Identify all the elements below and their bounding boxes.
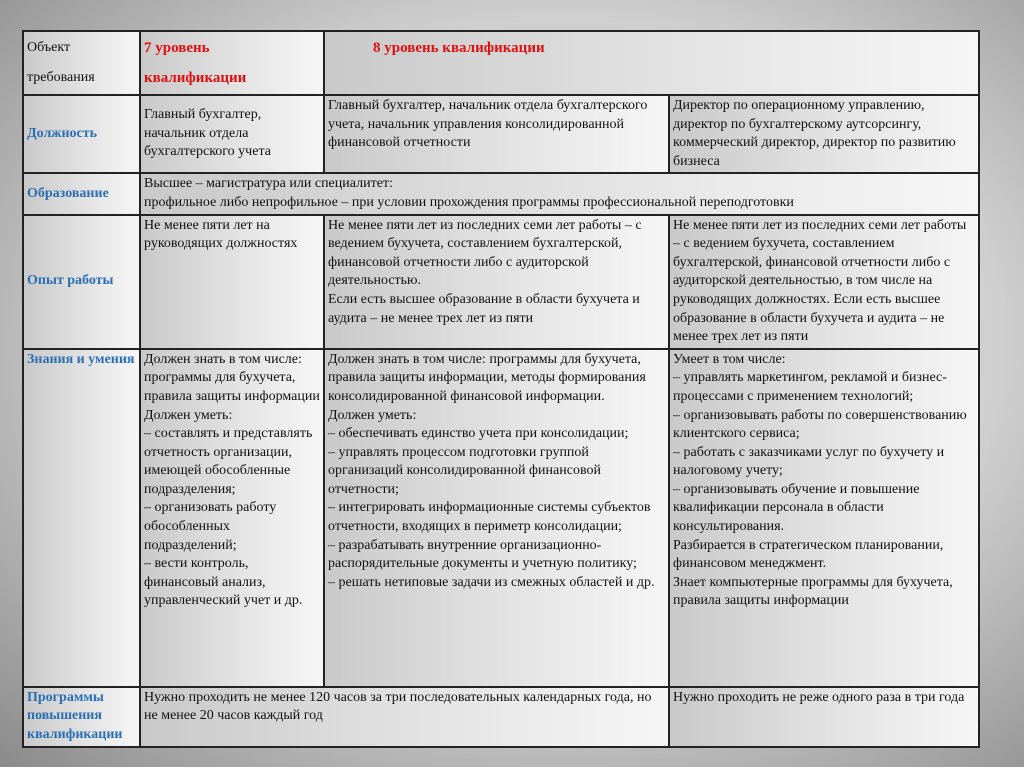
experience-l8a: [324, 215, 669, 349]
skills-line: – вести контроль, финансовый анализ, управленческий учет и др.: [144, 556, 303, 609]
position-l7: Главный бухгалтер, начальник отдела бухгалтерского учета: [140, 95, 324, 173]
label-skills: Знания и умения: [23, 349, 140, 687]
position-l8b: Директор по операционному управлению, директор по бухгалтерскому аутсорсингу, коммерческий директор, директор по развитию бизнеса: [669, 95, 979, 173]
skills-l7: [140, 349, 324, 687]
label-training: Программы повышения квалификации: [23, 687, 140, 747]
skills-line: – управлять маркетингом, рекламой и бизнес-процессами с применением технологий;: [673, 370, 947, 404]
experience-l7: Не менее пяти лет на руководящих должностях: [140, 215, 324, 349]
skills-line: – организовать работу обособленных подразделений;: [144, 500, 277, 553]
header-object-line: Объект: [27, 40, 71, 55]
skills-line: Должен знать в том числе: программы для бухучета, правила защиты информации, методы формирования консолидированной финансовой информации.: [328, 351, 646, 404]
header-level7-line: 7 уровень: [144, 40, 210, 56]
training-l7-l8a: Нужно проходить не менее 120 часов за три последовательных календарных года, но не менее 20 часов каждый год: [140, 687, 669, 747]
row-training: [23, 687, 979, 747]
skills-line: Умеет в том числе:: [673, 351, 786, 367]
experience-line: Если есть высшее образование в области бухучета и аудита – не менее трех лет из пяти: [328, 291, 640, 326]
label-position: Должность: [23, 95, 140, 173]
header-object: [23, 31, 140, 95]
education-line: Высшее – магистратура или специалитет:: [144, 176, 393, 192]
skills-line: – управлять процессом подготовки группой организаций консолидированной финансовой отчетности;: [328, 444, 601, 497]
row-position: [23, 95, 979, 173]
label-education: Образование: [23, 173, 140, 214]
education-line: профильное либо непрофильное – при условии прохождения программы профессиональной переподготовки: [144, 194, 794, 210]
education-text: [140, 173, 979, 214]
skills-line: – организовывать обучение и повышение квалификации персонала в области консультирования.: [673, 481, 920, 535]
experience-l8b: Не менее пяти лет из последних семи лет работы – с ведением бухучета, составлением бухгалтерской, финансовой отчетности либо с аудиторской деятельностью, в том числе на руководящих должностях. Если есть высшее образование в области бухучета и аудита – не менее трех лет из пяти: [669, 215, 979, 349]
experience-line: Не менее пяти лет из последних семи лет работы – с ведением бухучета, составлением бухгалтерской, финансовой отчетности либо с аудиторской деятельностью.: [328, 217, 642, 289]
header-object-line: требования: [27, 70, 95, 85]
skills-line: Должен знать в том числе: программы для бухучета, правила защиты информации: [144, 351, 320, 404]
row-education: [23, 173, 979, 214]
header-level8: 8 уровень квалификации: [324, 31, 979, 95]
skills-line: Должен уметь:: [328, 407, 417, 423]
skills-line: Должен уметь:: [144, 407, 233, 423]
skills-line: Разбирается в стратегическом планировании, финансовом менеджмент.: [673, 537, 944, 572]
header-level7: [140, 31, 324, 95]
skills-line: – решать нетиповые задачи из смежных областей и др.: [328, 574, 655, 590]
skills-line: – работать с заказчиками услуг по бухучету и налоговому учету;: [673, 444, 945, 479]
skills-l8a: [324, 349, 669, 687]
label-experience: Опыт работы: [23, 215, 140, 349]
row-skills: [23, 349, 979, 687]
skills-line: – обеспечивать единство учета при консолидации;: [328, 426, 629, 442]
position-l8a: Главный бухгалтер, начальник отдела бухгалтерского учета, начальник управления консолидированной финансовой отчетности: [324, 95, 669, 173]
skills-line: – интегрировать информационные системы субъектов отчетности, входящих в периметр консолидации;: [328, 500, 651, 535]
skills-line: – разрабатывать внутренние организационно-распорядительные документы и учетную политику;: [328, 537, 637, 572]
training-l8b: Нужно проходить не реже одного раза в три года: [669, 687, 979, 747]
skills-line: – составлять и представлять отчетность организации, имеющей обособленные подразделения;: [144, 426, 313, 497]
row-experience: [23, 215, 979, 349]
qualification-table: [22, 30, 980, 748]
skills-line: Знает компьютерные программы для бухучета, правила защиты информации: [673, 574, 953, 609]
header-row: [23, 31, 979, 95]
skills-line: – организовывать работы по совершенствованию клиентского сервиса;: [673, 407, 967, 442]
header-level7-line: квалификации: [144, 70, 247, 86]
skills-l8b: [669, 349, 979, 687]
